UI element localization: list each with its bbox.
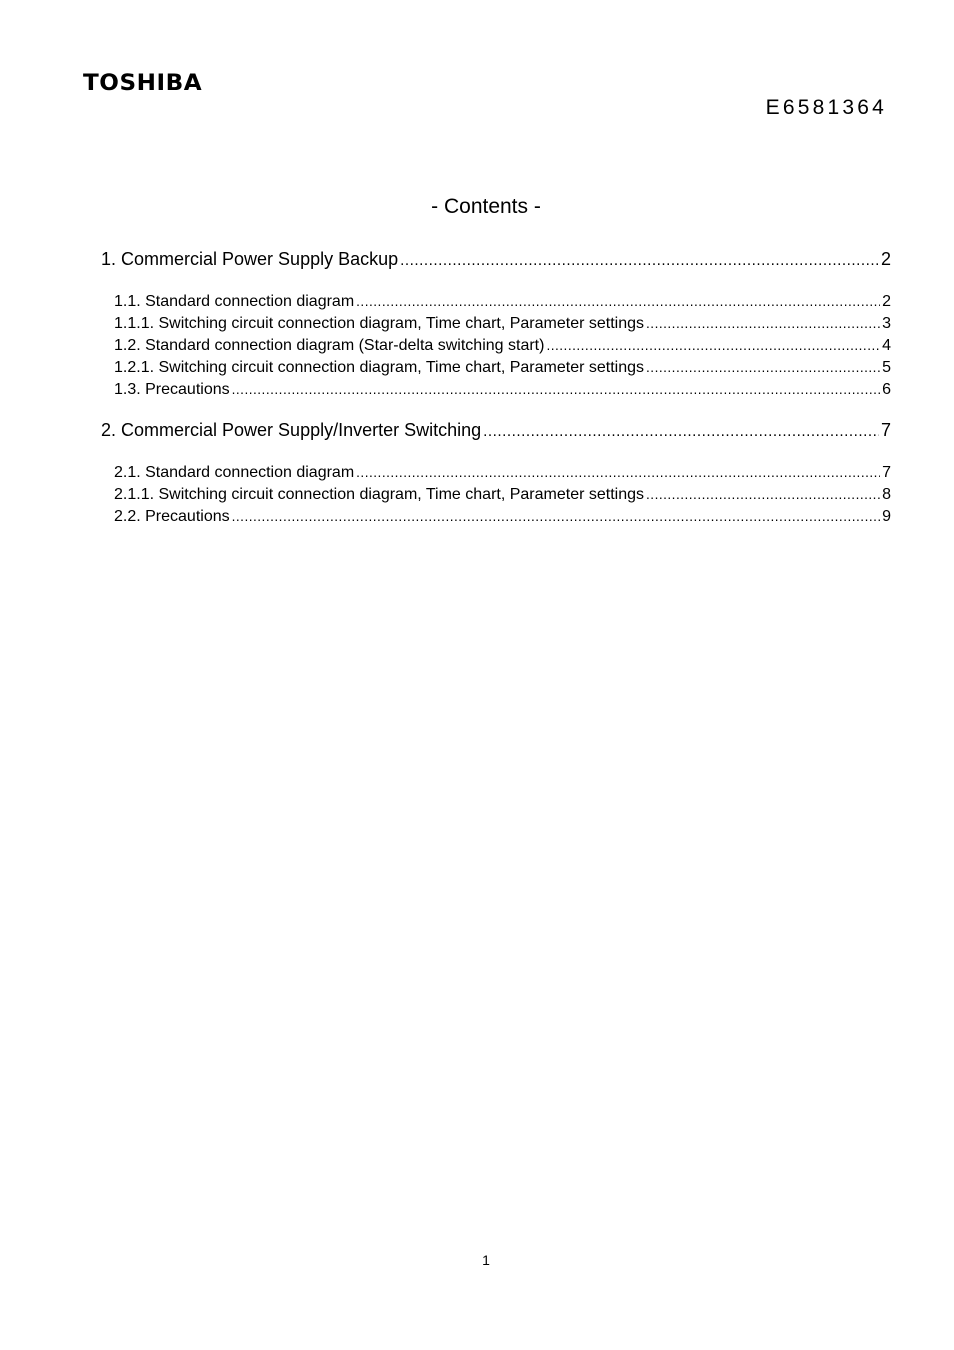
toc-entry-page: 7: [880, 420, 891, 440]
toc-entry-page: 9: [882, 508, 891, 525]
toc-entry-page: 5: [882, 359, 891, 376]
toc-entry-label: 1.2. Standard connection diagram (Star-delta switching start): [114, 337, 545, 354]
toc-leader-dots: [232, 380, 880, 400]
toc-entry[interactable]: [114, 463, 891, 483]
toc-entry-page: 3: [882, 315, 891, 332]
toc-entry[interactable]: [101, 419, 891, 443]
toc-entry[interactable]: [114, 358, 891, 378]
toc-entry[interactable]: [114, 336, 891, 356]
toc-entry-label: 2. Commercial Power Supply/Inverter Switching: [101, 420, 482, 440]
toc-entry-label: 2.1. Standard connection diagram: [114, 464, 355, 481]
toc-entry-label: 1.1. Standard connection diagram: [114, 293, 355, 310]
toc-leader-dots: [646, 358, 880, 378]
toc-entry-label: 2.1.1. Switching circuit connection diagram, Time chart, Parameter settings: [114, 486, 645, 503]
toc-entry-page: 2: [882, 293, 891, 310]
toc-entry-page: 6: [882, 381, 891, 398]
brand-logo: TOSHIBA: [83, 71, 203, 96]
toc-entry-page: 8: [882, 486, 891, 503]
toc-entry[interactable]: [114, 292, 891, 312]
contents-title: - Contents -: [431, 195, 541, 218]
toc-leader-dots: [646, 314, 880, 334]
toc-entry-label: 1.3. Precautions: [114, 381, 230, 398]
toc-entry-label: 2.2. Precautions: [114, 508, 230, 525]
toc-entry-page: 7: [882, 464, 891, 481]
toc-entry[interactable]: [114, 507, 891, 527]
toc-entry-label: 1.2.1. Switching circuit connection diagram, Time chart, Parameter settings: [114, 359, 645, 376]
toc-leader-dots: [546, 336, 880, 356]
toc-leader-dots: [356, 292, 880, 312]
toc-entry-label: 1.1.1. Switching circuit connection diagram, Time chart, Parameter settings: [114, 315, 645, 332]
toc-entry[interactable]: [114, 485, 891, 505]
toc-leader-dots: [400, 250, 879, 272]
toc-entry[interactable]: [101, 248, 891, 272]
document-number: E6581364: [765, 96, 887, 119]
toc-leader-dots: [483, 421, 879, 443]
page-number: 1: [482, 1252, 490, 1268]
toc-leader-dots: [646, 485, 880, 505]
toc-leader-dots: [356, 463, 880, 483]
toc-entry-page: 2: [880, 249, 891, 269]
toc-entry-page: 4: [882, 337, 891, 354]
toc-entry[interactable]: [114, 380, 891, 400]
toc-leader-dots: [232, 507, 880, 527]
toc-entry-label: 1. Commercial Power Supply Backup: [101, 249, 399, 269]
toc-entry[interactable]: [114, 314, 891, 334]
